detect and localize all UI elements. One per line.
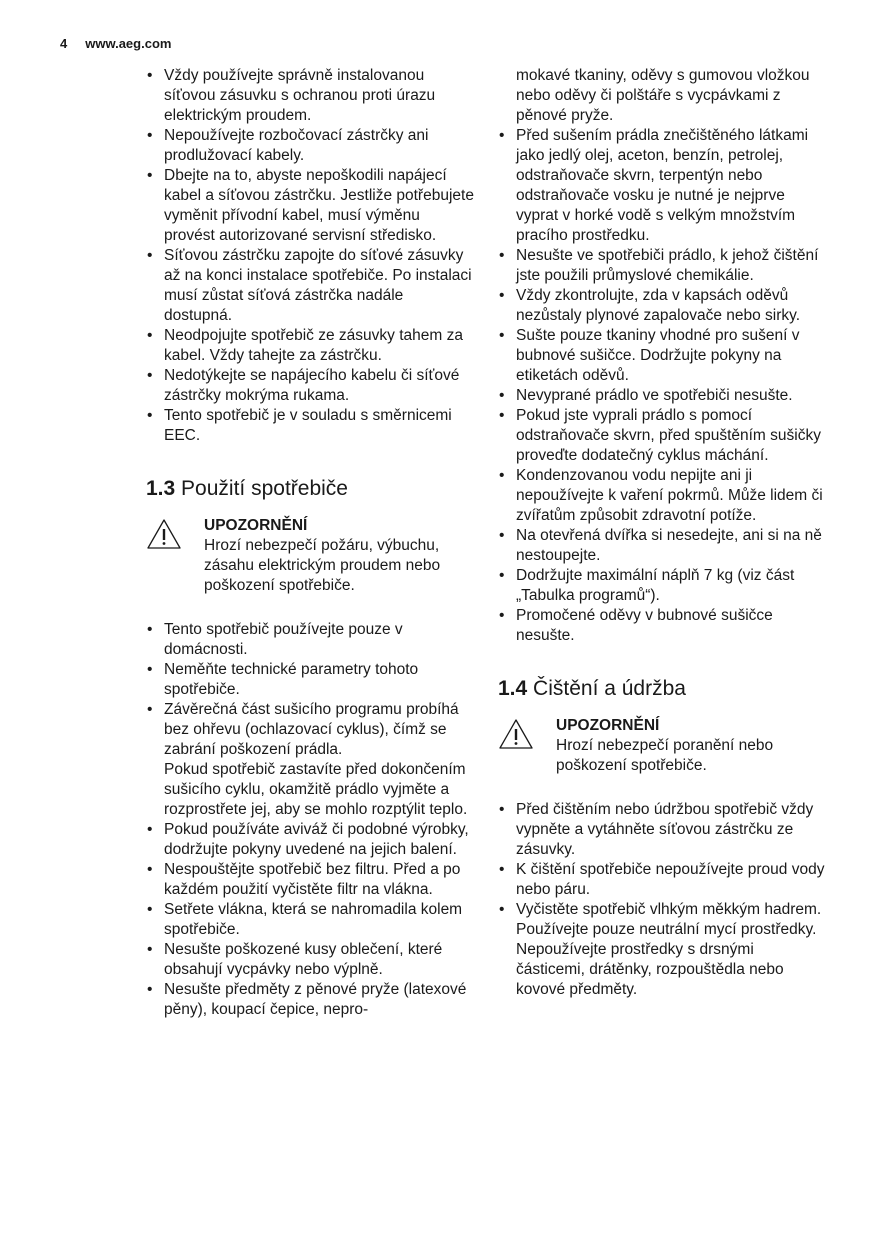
list-item: • Nespouštějte spotřebič bez filtru. Před a po každém použití vyčistěte filtr na vlákna. [146,860,474,900]
list-item: • Vždy zkontrolujte, zda v kapsách oděvů nezůstaly plynové zapalovače nebo sirky. [498,286,826,326]
warning-text: Hrozí nebezpečí požáru, výbuchu, zásahu elektrickým proudem nebo poškození spotřebiče. [204,537,441,594]
list-item: • Setřete vlákna, která se nahromadila kolem spotřebiče. [146,900,474,940]
section-title: Použití spotřebiče [181,477,348,500]
list-item: • Dbejte na to, abyste nepoškodili napájecí kabel a síťovou zástrčku. Jestliže potřebujete vyměnit přívodní kabel, musí výměnu provést autorizované servisní středisko. [146,166,474,246]
list-item: • Kondenzovanou vodu nepijte ani ji nepoužívejte k vaření pokrmů. Může lidem či zvířatům způsobit zdravotní potíže. [498,466,826,526]
indented-paragraph: Pokud spotřebič zastavíte před dokončením sušicího cyklu, okamžitě prádlo vyjměte a rozprostřete jej, aby se mohlo rozptýlit teplo. [164,761,468,818]
list-item: • Vždy používejte správně instalovanou síťovou zásuvku s ochranou proti úrazu elektrickým proudem. [146,66,474,126]
warning-triangle-icon [146,518,182,550]
section-number: 1.3 [146,477,176,500]
list-item: • Nesušte poškozené kusy oblečení, které obsahují vycpávky nebo výplně. [146,940,474,980]
list-item: • Nevyprané prádlo ve spotřebiči nesušte. [498,386,826,406]
section-title: Čištění a údržba [533,677,686,700]
bullet-list-right [498,126,826,646]
warning-text: Hrozí nebezpečí poranění nebo poškození spotřebiče. [556,737,774,774]
list-item: • Pokud jste vyprali prádlo s pomocí odstraňovače skvrn, před spuštěním sušičky proveďte dodatečný cyklus máchání. [498,406,826,466]
list-item: • Dodržujte maximální náplň 7 kg (viz část „Tabulka programů“). [498,566,826,606]
list-item: • Nesušte předměty z pěnové pryže (latexové pěny), koupací čepice, nepro- [146,980,474,1020]
warning-block [146,516,474,596]
list-item: • Před čištěním nebo údržbou spotřebič vždy vypněte a vytáhněte síťovou zástrčku ze zásuvky. [498,800,826,860]
list-item: • Nepoužívejte rozbočovací zástrčky ani prodlužovací kabely. [146,126,474,166]
bullet-list-usage [146,620,474,1020]
list-item: • Závěrečná část sušicího programu probíhá bez ohřevu (ochlazovací cyklus), čímž se zabrání poškození prádla. [146,700,474,760]
page-number: 4 [60,36,68,51]
page-header [60,36,171,51]
website-url: www.aeg.com [85,36,172,51]
list-item: • Nedotýkejte se napájecího kabelu či síťové zástrčky mokrýma rukama. [146,366,474,406]
list-item: • Neodpojujte spotřebič ze zásuvky tahem za kabel. Vždy tahejte za zástrčku. [146,326,474,366]
list-item: • Neměňte technické parametry tohoto spotřebiče. [146,660,474,700]
list-item: • K čištění spotřebiče nepoužívejte proud vody nebo páru. [498,860,826,900]
list-item: • Tento spotřebič je v souladu s směrnicemi EEC. [146,406,474,446]
list-item: • Před sušením prádla znečištěného látkami jako jedlý olej, aceton, benzín, petrolej, odstraňovače skvrn, terpentýn nebo odstraňovače vosku je nutné je nejprve vyprat v horké vodě s velkým množstvím pracího prostředku. [498,126,826,246]
list-item: • Vyčistěte spotřebič vlhkým měkkým hadrem. Používejte pouze neutrální mycí prostředky. Nepoužívejte prostředky s drsnými částicemi, drátěnky, rozpouštědla nebo kovové předměty. [498,900,826,1000]
list-item: • Na otevřená dvířka si nesedejte, ani si na ně nestoupejte. [498,526,826,566]
bullet-list-cleaning [498,800,826,1000]
bullet-list-top [146,66,474,446]
list-item: • Promočené oděvy v bubnové sušičce nesušte. [498,606,826,646]
section-heading-1-4 [498,676,826,702]
warning-title: UPOZORNĚNÍ [204,517,308,534]
right-column [498,66,826,1000]
left-column [146,66,474,1020]
list-item: • Nesušte ve spotřebiči prádlo, k jehož čištění jste použili průmyslové chemikálie. [498,246,826,286]
continued-text: mokavé tkaniny, oděvy s gumovou vložkou nebo oděvy či polštáře s vycpávkami z pěnové pryže. [516,67,810,124]
list-item: • Tento spotřebič používejte pouze v domácnosti. [146,620,474,660]
list-item: • Síťovou zástrčku zapojte do síťové zásuvky až na konci instalace spotřebiče. Po instalaci musí zůstat síťová zástrčka nadále dostupná. [146,246,474,326]
warning-triangle-icon [498,718,534,750]
section-number: 1.4 [498,677,528,700]
section-heading-1-3 [146,476,474,502]
warning-block [498,716,826,776]
warning-title: UPOZORNĚNÍ [556,717,660,734]
list-item: • Pokud používáte aviváž či podobné výrobky, dodržujte pokyny uvedené na jejich balení. [146,820,474,860]
list-item: • Sušte pouze tkaniny vhodné pro sušení v bubnové sušičce. Dodržujte pokyny na etiketách oděvů. [498,326,826,386]
